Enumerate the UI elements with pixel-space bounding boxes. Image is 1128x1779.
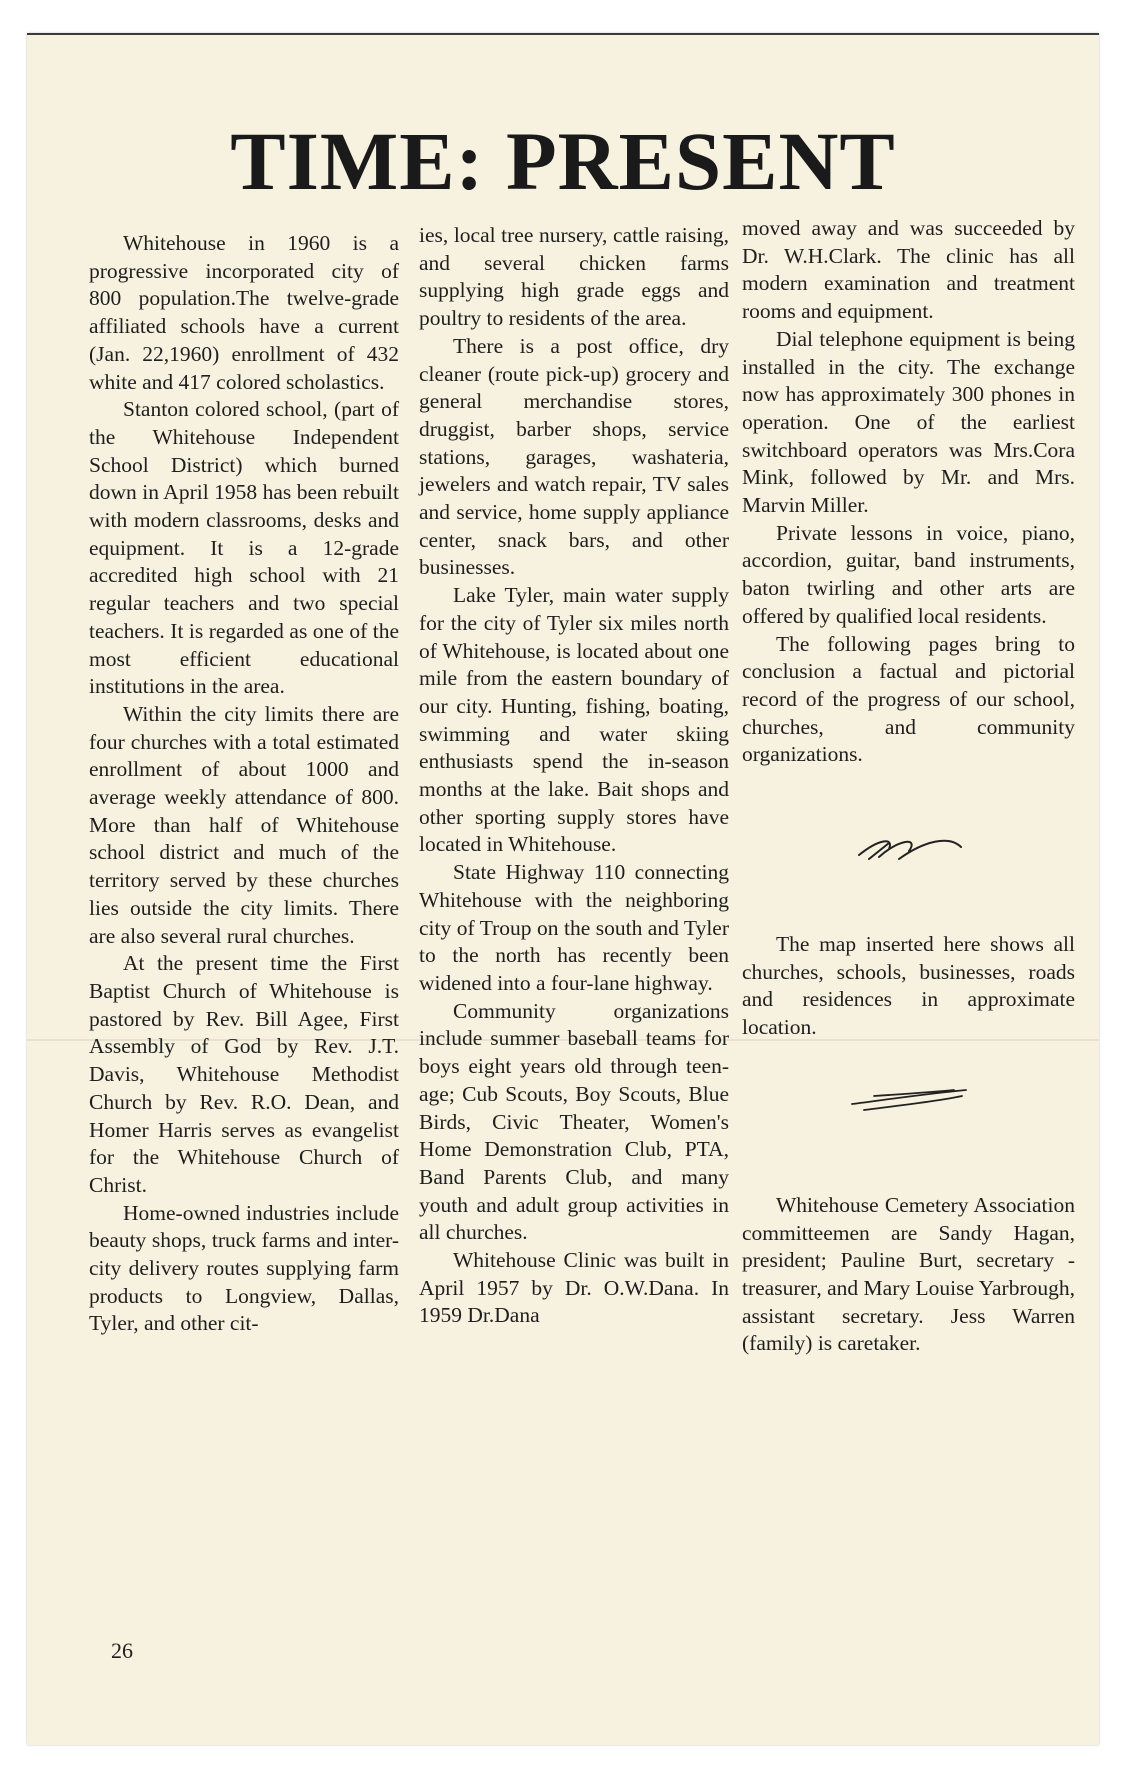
paragraph-businesses: There is a post office, dry cleaner (route pick-up) grocery and general merchandise stores, druggist, barber shops, service stations, garages, washateria, jewelers and watch repair, TV sales and service, home supply appliance center, snack bars, and other businesses.	[419, 333, 729, 580]
column-3	[742, 215, 1075, 1358]
flourish-ornament-icon-2	[844, 1082, 974, 1122]
paragraph-industries-continued: ies, local tree nursery, cattle raising, and several chicken farms supplying high grade eggs and poultry to residents of the area.	[419, 223, 729, 331]
paragraph-highway: State Highway 110 connecting Whitehouse with the neighboring city of Troup on the south and Tyler to the north has recently been widened into a four-lane highway.	[419, 860, 729, 995]
paragraph-clinic: Whitehouse Clinic was built in April 1957 by Dr. O.W.Dana. In 1959 Dr.Dana	[419, 1248, 729, 1328]
page-title: TIME: PRESENT	[230, 115, 896, 207]
paragraph-churches: Within the city limits there are four churches with a total estimated enrollment of about 1000 and average weekly attendance of 800. More than half of Whitehouse school district and much of the territory served by these churches lies outside the city limits. There are also several rural churches.	[89, 701, 399, 948]
page-number: 26	[111, 1638, 133, 1663]
paragraph-telephone: Dial telephone equipment is being installed in the city. The exchange now has approximately 300 phones in operation. One of the earliest switchboard operators was Mrs.Cora Mink, followed by Mr. and Mrs. Marvin Miller.	[742, 326, 1075, 518]
newspaper-page	[27, 33, 1099, 1745]
paragraph-community: Community organizations include summer baseball teams for boys eight years old through teen-age; Cub Scouts, Boy Scouts, Blue Birds, Civic Theater, Women's Home Demonstration Club, PTA, Band Parents Club, and many youth and adult group activities in all churches.	[419, 998, 729, 1245]
paragraph-map-note: The map inserted here shows all churches, schools, businesses, roads and residences in approximate location.	[742, 932, 1075, 1040]
flourish-ornament-icon	[849, 829, 969, 869]
paragraph-industries: Home-owned industries include beauty shops, truck farms and inter-city delivery routes supplying farm products to Longview, Dallas, Tyler, and other cit-	[89, 1200, 399, 1336]
paragraph-clinic-continued: moved away and was succeeded by Dr. W.H.Clark. The clinic has all modern examination and treatment rooms and equipment.	[742, 216, 1075, 324]
paragraph-stanton-school: Stanton colored school, (part of the Whitehouse Independent School District) which burned down in April 1958 has been rebuilt with modern classrooms, desks and equipment. It is a 12-grade accredited high school with 21 regular teachers and two special teachers. It is regarded as one of the most efficient educational institutions in the area.	[89, 397, 399, 699]
paragraph-following-pages: The following pages bring to conclusion a factual and pictorial record of the progress of our school, churches, and community organizations.	[742, 631, 1075, 767]
paragraph-lessons: Private lessons in voice, piano, accordion, guitar, band instruments, baton twirling and other arts are offered by qualified local residents.	[742, 520, 1075, 628]
paragraph-pastors: At the present time the First Baptist Church of Whitehouse is pastored by Rev. Bill Agee, First Assembly of God by Rev. J.T. Davis, Whitehouse Methodist Church by Rev. R.O. Dean, and Homer Harris serves as evangelist for the Whitehouse Church of Christ.	[89, 951, 399, 1197]
paragraph-enrollment: Whitehouse in 1960 is a progressive incorporated city of 800 population.The twelve-grade affiliated schools have a current (Jan. 22,1960) enrollment of 432 white and 417 colored scholastics.	[89, 231, 399, 394]
paragraph-cemetery: Whitehouse Cemetery Association committeemen are Sandy Hagan, president; Pauline Burt, secretary - treasurer, and Mary Louise Yarbrough, assistant secretary. Jess Warren (family) is caretaker.	[742, 1192, 1075, 1356]
paragraph-lake-tyler: Lake Tyler, main water supply for the city of Tyler six miles north of Whitehouse, is located about one mile from the eastern boundary of our city. Hunting, fishing, boating, swimming and water skiing enthusiasts spend the in-season months at the lake. Bait shops and other sporting supply stores have located in Whitehouse.	[419, 583, 729, 857]
column-1	[89, 230, 399, 1338]
column-2	[419, 222, 729, 1330]
